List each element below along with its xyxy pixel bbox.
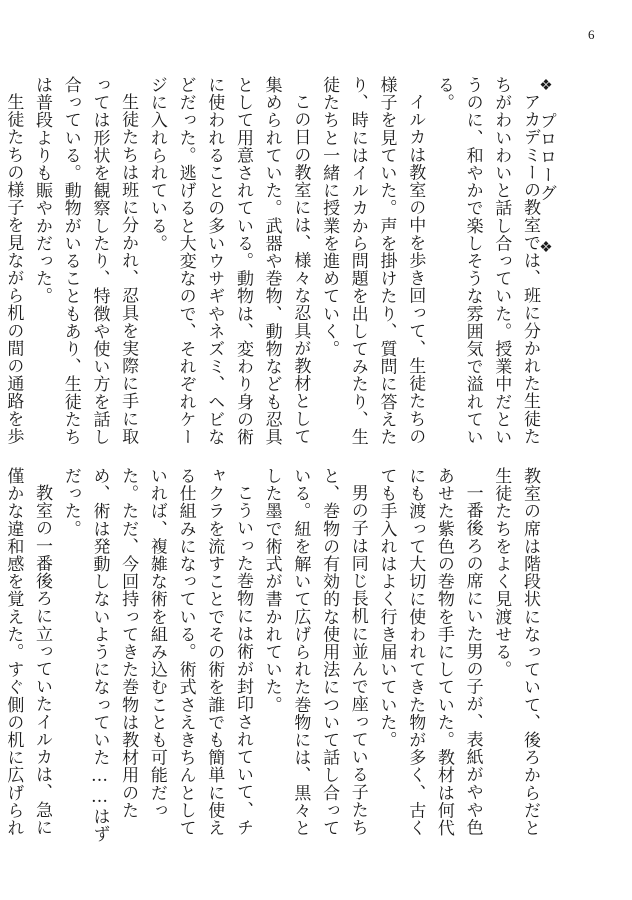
paragraph: イルカは教室の中を歩き回って、生徒たちの様子を見ていた。声を掛けたり、質問に答えたり、時にはイルカから問題を出してみたり、生徒たちと一緒に授業を進めていく。: [319, 76, 426, 446]
paragraph: 教室の席は階段状になっていて、後ろからだと生徒たちをよく見渡せる。: [491, 467, 540, 837]
paragraph: 生徒たちの様子を見ながら机の間の通路を歩: [3, 93, 24, 445]
paragraph: アカデミーの教室では、班に分かれた生徒たちがわいわいと話し合っていた。授業中だというのに、和やかで楽しそうな雰囲気で溢れている。: [433, 76, 540, 446]
paragraph: こういった巻物には術が封印されていて、チャクラを流すことでその術を誰でも簡単に使える仕組みになっている。術式さえきちんとしていれば、複雑な術を組み込むことも可能だった。ただ、今回持ってきた巻物は教材用のため、術は発動しないようになっていた……はずだった。: [60, 467, 253, 843]
paragraph: 生徒たちは班に分かれ、忍具を実際に手に取っては形状を観察したり、特徴や使い方を話し合っている。動物がいることもあり、生徒たちは普段よりも賑やかだった。: [32, 76, 139, 446]
chapter-title: プロローグ: [536, 112, 556, 202]
paragraph: 教室の一番後ろに立っていたイルカは、急に僅かな違和感を覚えた。すぐ側の机に広げられ: [3, 467, 53, 837]
page-number: 6: [588, 27, 595, 42]
upper-text-block: [3, 76, 544, 458]
paragraph: この日の教室には、様々な忍具が教材として集められていた。武器や巻物、動物なども忍具として用意されている。動物は、変わり身の術に使われることの多いウサギやネズミ、ヘビなどだった。逃げると大変なので、それぞれケージに入れられている。: [146, 76, 311, 446]
paragraph: 男の子は同じ長机に並んで座っている子たちと、巻物の有効的な使用法について話し合っている。紐を解いて広げられた巻物には、黒々とした墨で術式が書かれていた。: [261, 467, 368, 837]
lower-text-block: [3, 467, 544, 849]
paragraph: 一番後ろの席にいた男の子が、表紙がやや色あせた紫色の巻物を手にしていた。教材は何代にも渡って大切に使われてきた物が多く、古くても手入れはよく行き届いていた。: [376, 467, 483, 837]
ornament-icon: ❖: [537, 238, 555, 256]
ornament-icon: ❖: [537, 76, 555, 94]
